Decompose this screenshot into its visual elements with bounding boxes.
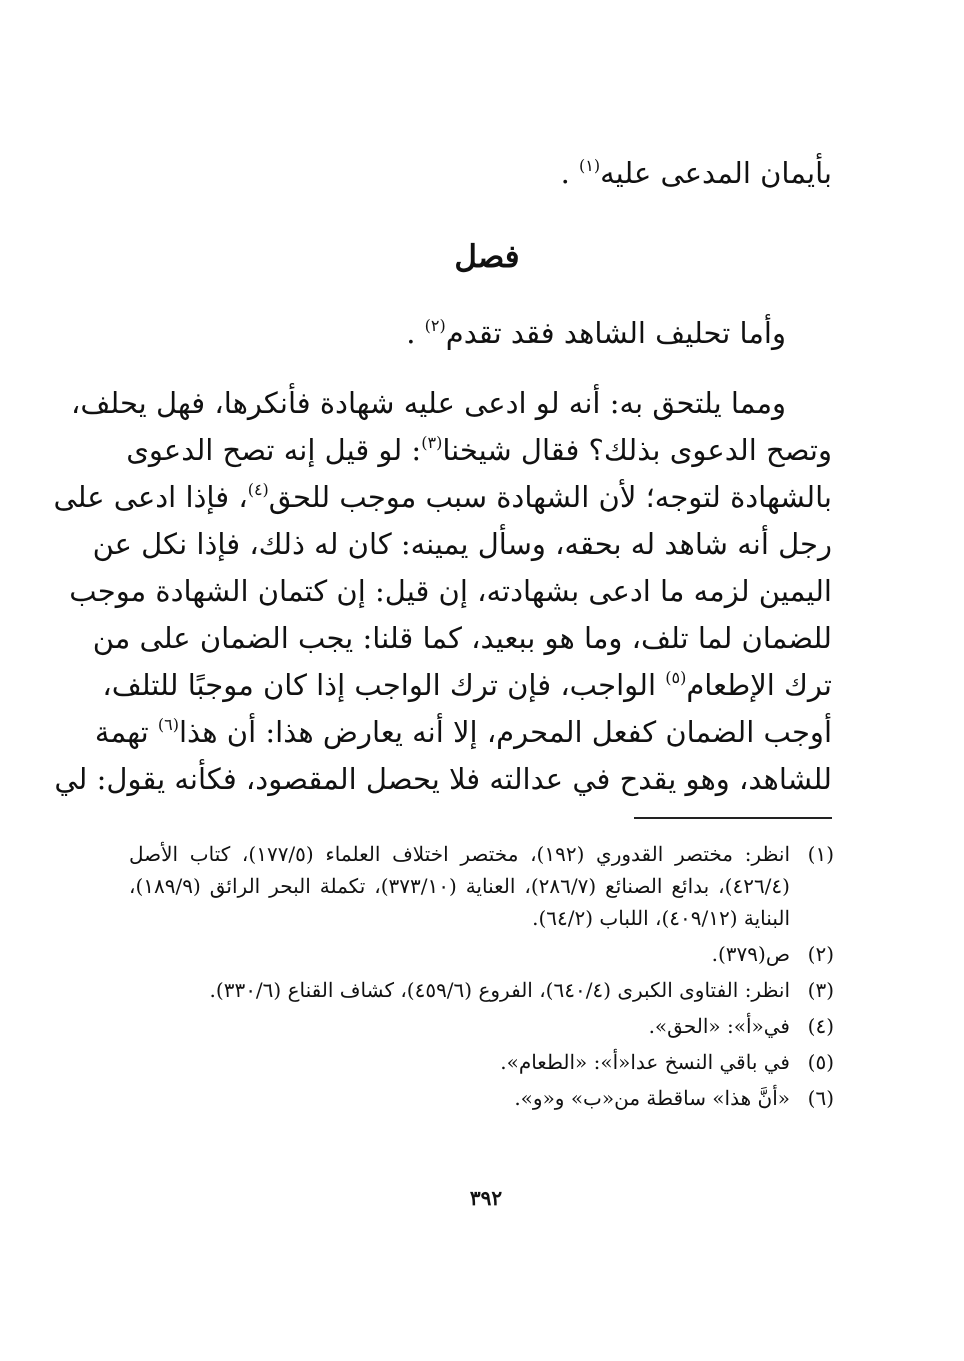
footnote-item [129,1082,834,1114]
footnote-text: في«أ»: «الحق». [648,1014,790,1038]
paragraph-2-line [126,427,832,474]
footnotes [129,838,834,1118]
footnote-ref: (٣) [421,433,443,452]
line-text: للضمان لما تلف، وما هو ببعيد، كما قلنا: يجب الضمان على من [92,621,832,655]
paragraph-2-line [94,709,832,756]
line-text: رجل أنه شاهد له بحقه، وسأل يمينه: كان له ذلك، فإذا نكل عن [92,527,832,561]
footnote-divider [634,817,832,819]
line-text: ترك الإطعام [686,668,832,702]
paragraph-2 [53,380,832,803]
continuation-text: بأيمان المدعى عليه [600,156,832,190]
line-text: تهمة [94,715,158,749]
page-number: ٣٩٢ [469,1186,503,1210]
line-text: بالشهادة لتوجه؛ لأن الشهادة سبب موجب للحق [268,480,832,514]
paragraph-1 [132,310,832,357]
line-text: ، فإذا ادعى على [53,480,248,514]
paragraph-2-line [92,521,832,568]
footnote-number: (٣) [807,978,834,1002]
footnote-item [129,1046,834,1078]
footnote-number: (٤) [807,1014,834,1038]
line-text: أوجب الضمان كفعل المحرم، إلا أنه يعارض هذا: أن هذا [179,715,832,749]
continuation-line [132,150,832,197]
paragraph-1-end: . [406,316,425,350]
paragraph-2-line [69,568,832,615]
line-text: ومما يلتحق به: أنه لو ادعى عليه شهادة فأنكرها، فهل يحلف، [70,386,786,420]
footnote-text: في باقي النسخ عدا«أ»: «الطعام». [500,1050,790,1074]
footnote-item [129,1010,834,1042]
paragraph-2-line [54,756,832,803]
footnote-ref: (٦) [157,715,179,734]
paragraph-2-line [92,615,832,662]
section-heading: فصل [454,239,520,275]
paragraph-2-line [70,380,832,427]
paragraph-2-line [53,474,832,521]
line-text: اليمين لزمه ما ادعى بشهادته، إن قيل: إن كتمان الشهادة موجب [69,574,832,608]
footnote-number: (١) [807,842,834,866]
footnote-text: انظر: مختصر القدوري (١٩٢)، مختصر اختلاف العلماء (١٧٧/٥)، كتاب الأصل (٤٢٦/٤)، بدائع الصنائع (٢٨٦/٧)، العناية (٣٧٣/١٠)، تكملة البحر الرائق (١٨٩/٩)، البناية (٤٠٩/١٢)، اللباب (٦٤/٢). [129,842,790,930]
footnote-text: ص(٣٧٩). [711,942,790,966]
footnote-ref-1: (١) [579,156,601,175]
footnote-number: (٦) [807,1086,834,1110]
footnote-ref: (٥) [665,668,687,687]
line-text: وتصح الدعوى بذلك؟ فقال شيخنا [442,433,832,467]
continuation-end: . [560,156,580,190]
line-text: الواجب، فإن ترك الواجب إذا كان موجبًا للتلف، [102,668,666,702]
footnote-number: (٥) [807,1050,834,1074]
footnote-item [129,974,834,1006]
footnote-ref: (٤) [247,480,269,499]
paragraph-2-line [102,662,832,709]
footnote-text: انظر: الفتاوى الكبرى (٦٤٠/٤)، الفروع (٤٥٩/٦)، كشاف القناع (٣٣٠/٦). [209,978,790,1002]
paragraph-1-text: وأما تحليف الشاهد فقد تقدم [445,316,786,350]
footnote-number: (٢) [807,942,834,966]
footnote-ref-2: (٢) [424,316,446,335]
line-text: : لو قيل إنه تصح الدعوى [126,433,422,467]
footnote-text: «أنَّ هذا» ساقطة من«ب» و«و». [514,1086,790,1110]
footnote-item [129,938,834,970]
footnote-item [129,838,834,934]
line-text: للشاهد، وهو يقدح في عدالته فلا يحصل المقصود، فكأنه يقول: لي [54,762,832,796]
